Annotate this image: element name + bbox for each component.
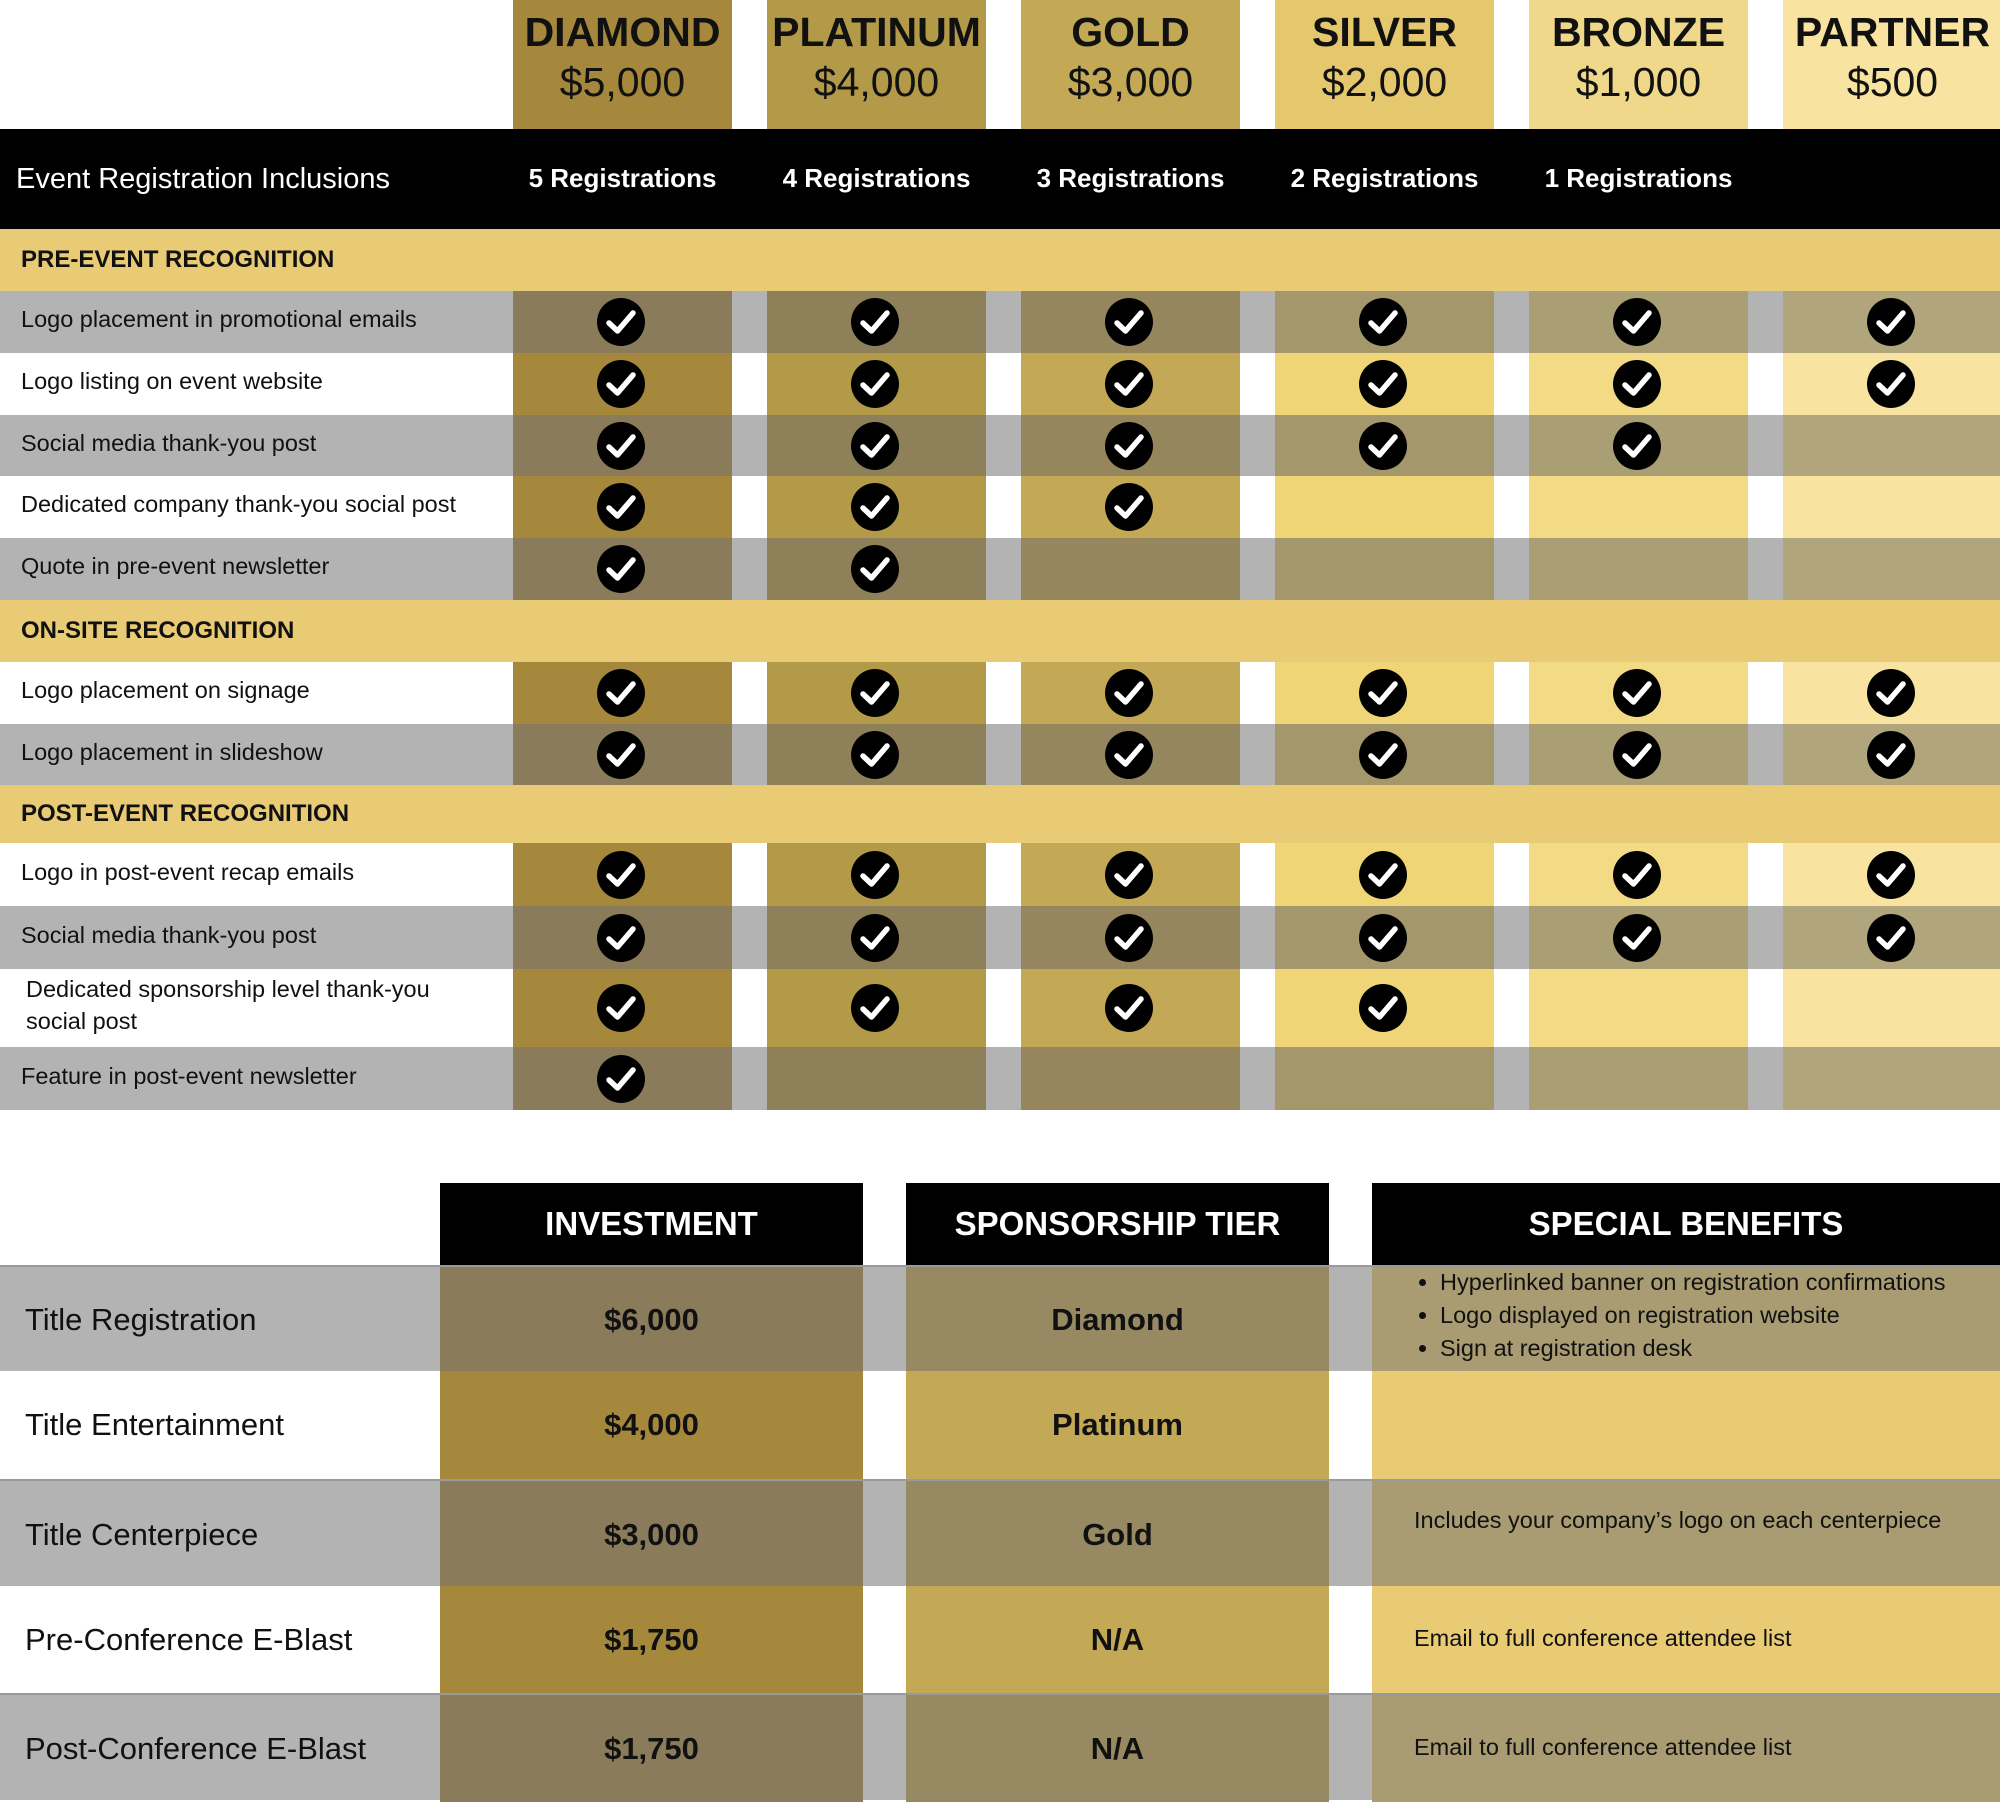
sponsorship-row: [0, 1265, 2000, 1371]
checkmark-icon: [596, 850, 646, 900]
checkmark-icon: [1104, 297, 1154, 347]
benefit-label: Logo placement in promotional emails: [21, 306, 417, 332]
sponsorship-row: [0, 1371, 2000, 1479]
tier-cell: [767, 1047, 986, 1110]
sponsorship-column-header: SPECIAL BENEFITS: [1372, 1183, 2000, 1265]
investment-cell: [440, 1586, 863, 1693]
benefit-row: [0, 1047, 2000, 1110]
checkmark-icon: [1358, 730, 1408, 780]
tier-price: $3,000: [1067, 59, 1194, 105]
checkmark-icon: [1866, 668, 1916, 718]
tier-cell: [1021, 476, 1240, 538]
tier-cell: [513, 415, 732, 476]
tier-cell: [1021, 969, 1240, 1047]
checkmark-icon: [1104, 983, 1154, 1033]
tier-cell: [906, 1371, 1329, 1479]
investment-cell: [440, 1695, 863, 1802]
checkmark-icon: [596, 544, 646, 594]
checkmark-icon: [1358, 421, 1408, 471]
registrations-count: 3 Registrations: [1036, 163, 1225, 193]
checkmark-icon: [1866, 850, 1916, 900]
tier-cell: [1275, 415, 1494, 476]
tier-cell: [1529, 538, 1748, 600]
tier-cell: [1529, 353, 1748, 415]
benefit-row: [0, 538, 2000, 600]
tier-cell: [1275, 724, 1494, 785]
benefit-label: Quote in pre-event newsletter: [21, 553, 330, 579]
tier-cell: [1529, 415, 1748, 476]
checkmark-icon: [596, 983, 646, 1033]
tier-cell: [906, 1481, 1329, 1588]
checkmark-icon: [850, 983, 900, 1033]
checkmark-icon: [1612, 913, 1662, 963]
checkmark-icon: [596, 913, 646, 963]
tier-cell: [513, 353, 732, 415]
benefits-list: [1390, 1266, 2000, 1365]
tier-cell: [767, 353, 986, 415]
tier-cell: [906, 1586, 1329, 1693]
registrations-count: 5 Registrations: [528, 163, 717, 193]
sponsorship-column-header: SPONSORSHIP TIER: [906, 1183, 1329, 1265]
registrations-count: 1 Registrations: [1544, 163, 1733, 193]
tier-cell: [767, 476, 986, 538]
tier-cell: [1783, 724, 2000, 785]
checkmark-icon: [1866, 913, 1916, 963]
checkmark-icon: [1358, 668, 1408, 718]
tier-price: $2,000: [1321, 59, 1448, 105]
checkmark-icon: [1104, 668, 1154, 718]
benefit-row: [0, 969, 2000, 1047]
checkmark-icon: [1612, 297, 1662, 347]
sponsorship-name: Title Registration: [25, 1302, 257, 1337]
tier-header-partner: [1783, 0, 2000, 129]
tier-header-platinum: [767, 0, 986, 129]
benefit-row: [0, 662, 2000, 724]
checkmark-icon: [1104, 359, 1154, 409]
tier-cell: [1275, 1047, 1494, 1110]
sponsorship-column-header: INVESTMENT: [440, 1183, 863, 1265]
benefits-cell: [1372, 1371, 2000, 1479]
tier-cell: [1021, 1047, 1240, 1110]
tier-header-diamond: [513, 0, 732, 129]
sponsorship-name: Pre-Conference E-Blast: [25, 1622, 353, 1657]
sponsorship-row: [0, 1479, 2000, 1586]
investment-value: $1,750: [604, 1622, 699, 1657]
benefit-label: Dedicated sponsorship level thank-you social post: [26, 976, 430, 1034]
tier-cell: [1275, 843, 1494, 906]
checkmark-icon: [1104, 913, 1154, 963]
benefit-label: Logo placement on signage: [21, 677, 310, 703]
investment-cell: [440, 1267, 863, 1373]
investment-value: $6,000: [604, 1302, 699, 1337]
tier-cell: [767, 969, 986, 1047]
sponsorship-name: Title Centerpiece: [25, 1517, 259, 1552]
registrations-count: 4 Registrations: [782, 163, 971, 193]
checkmark-icon: [1104, 730, 1154, 780]
tier-cell: [1021, 662, 1240, 724]
tier-cell: [1275, 662, 1494, 724]
checkmark-icon: [1612, 359, 1662, 409]
tier-cell: [1021, 415, 1240, 476]
benefit-row: [0, 291, 2000, 353]
benefit-label: Logo listing on event website: [21, 368, 323, 394]
tier-name: SILVER: [1311, 9, 1458, 55]
investment-value: $4,000: [604, 1407, 699, 1442]
tier-cell: [513, 291, 732, 353]
tier-cell: [1021, 843, 1240, 906]
benefit-label: Social media thank-you post: [21, 921, 317, 948]
investment-value: $1,750: [604, 1731, 699, 1766]
benefits-cell: [1372, 1481, 2000, 1588]
tier-cell: [1529, 1047, 1748, 1110]
section-title: ON-SITE RECOGNITION: [21, 617, 295, 644]
tier-cell: [513, 906, 732, 969]
benefit-text: Email to full conference attendee list: [1414, 1625, 1792, 1651]
tier-cell: [513, 1047, 732, 1110]
tier-cell: [1275, 969, 1494, 1047]
benefit-row: [0, 843, 2000, 906]
tier-cell: [1529, 662, 1748, 724]
tier-cell: [1783, 843, 2000, 906]
checkmark-icon: [850, 297, 900, 347]
checkmark-icon: [1104, 850, 1154, 900]
tier-name: DIAMOND: [524, 9, 721, 55]
tier-name: PLATINUM: [772, 9, 981, 55]
sponsorship-row: [0, 1586, 2000, 1693]
tier-cell: [906, 1267, 1329, 1373]
tier-cell: [1783, 906, 2000, 969]
checkmark-icon: [596, 730, 646, 780]
tier-value: N/A: [1090, 1731, 1145, 1766]
benefit-row: [0, 353, 2000, 415]
tier-cell: [513, 538, 732, 600]
tier-header-gold: [1021, 0, 1240, 129]
tier-price: $1,000: [1575, 59, 1702, 105]
tier-cell: [767, 291, 986, 353]
benefit-row: [0, 906, 2000, 969]
investment-value: $3,000: [604, 1517, 699, 1552]
checkmark-icon: [1612, 850, 1662, 900]
benefit-item: • Logo displayed on registration website: [1440, 1299, 2000, 1332]
sponsorship-row: [0, 1693, 2000, 1800]
tier-cell: [906, 1695, 1329, 1802]
benefits-cell: [1372, 1695, 2000, 1802]
tier-value: Diamond: [1051, 1302, 1184, 1337]
checkmark-icon: [1612, 421, 1662, 471]
checkmark-icon: [1104, 482, 1154, 532]
tier-cell: [1529, 724, 1748, 785]
tier-cell: [1021, 291, 1240, 353]
checkmark-icon: [1866, 359, 1916, 409]
benefit-label: Logo placement in slideshow: [21, 738, 323, 765]
benefit-text: Includes your company’s logo on each centerpiece: [1414, 1507, 1942, 1533]
tier-name: BRONZE: [1551, 9, 1726, 55]
tier-cell: [1275, 906, 1494, 969]
tier-header-bronze: [1529, 0, 1748, 129]
tier-cell: [767, 843, 986, 906]
registration-inclusions-bar: [0, 129, 2000, 229]
registrations-count: 2 Registrations: [1290, 163, 1479, 193]
investment-cell: [440, 1371, 863, 1479]
section-band: [0, 785, 2000, 843]
checkmark-icon: [1866, 297, 1916, 347]
tier-cell: [1783, 476, 2000, 538]
checkmark-icon: [850, 668, 900, 718]
tier-cell: [1021, 724, 1240, 785]
tier-cell: [1529, 969, 1748, 1047]
checkmark-icon: [1866, 730, 1916, 780]
checkmark-icon: [850, 544, 900, 594]
tier-price: $5,000: [559, 59, 686, 105]
investment-cell: [440, 1481, 863, 1588]
checkmark-icon: [850, 421, 900, 471]
tier-cell: [767, 724, 986, 785]
tier-header-silver: [1275, 0, 1494, 129]
checkmark-icon: [850, 359, 900, 409]
tier-cell: [767, 906, 986, 969]
tier-cell: [1783, 538, 2000, 600]
section-band: [0, 600, 2000, 662]
benefit-item: • Hyperlinked banner on registration confirmations: [1440, 1266, 2000, 1299]
checkmark-icon: [1358, 850, 1408, 900]
section-title: PRE-EVENT RECOGNITION: [21, 246, 335, 273]
tier-cell: [767, 538, 986, 600]
checkmark-icon: [1358, 983, 1408, 1033]
benefits-cell: [1372, 1267, 2000, 1373]
tier-cell: [1529, 291, 1748, 353]
benefit-text: Email to full conference attendee list: [1414, 1734, 1792, 1760]
checkmark-icon: [596, 297, 646, 347]
tier-value: Platinum: [1052, 1407, 1183, 1442]
checkmark-icon: [596, 1054, 646, 1104]
tier-cell: [1783, 415, 2000, 476]
sponsorship-name: Title Entertainment: [25, 1407, 285, 1442]
tier-name: PARTNER: [1794, 9, 1991, 55]
section-band: [0, 229, 2000, 291]
tier-cell: [513, 476, 732, 538]
tier-cell: [1021, 906, 1240, 969]
checkmark-icon: [1104, 421, 1154, 471]
benefit-row: [0, 476, 2000, 538]
tier-cell: [1275, 476, 1494, 538]
benefit-label: Logo in post-event recap emails: [21, 858, 355, 885]
checkmark-icon: [596, 421, 646, 471]
tier-cell: [513, 843, 732, 906]
tier-cell: [1275, 291, 1494, 353]
benefit-label: Dedicated company thank-you social post: [21, 491, 456, 517]
checkmark-icon: [596, 668, 646, 718]
checkmark-icon: [1612, 730, 1662, 780]
tier-value: Gold: [1082, 1517, 1153, 1552]
benefit-label: Feature in post-event newsletter: [21, 1062, 357, 1089]
benefit-item: • Sign at registration desk: [1440, 1332, 2000, 1365]
tier-cell: [1021, 353, 1240, 415]
sponsorship-name: Post-Conference E-Blast: [25, 1731, 367, 1766]
benefits-cell: [1372, 1586, 2000, 1693]
checkmark-icon: [596, 482, 646, 532]
checkmark-icon: [850, 482, 900, 532]
tier-cell: [767, 662, 986, 724]
tier-cell: [1783, 969, 2000, 1047]
tier-cell: [1783, 353, 2000, 415]
tier-cell: [1021, 538, 1240, 600]
tier-value: N/A: [1090, 1622, 1145, 1657]
checkmark-icon: [1612, 668, 1662, 718]
checkmark-icon: [596, 359, 646, 409]
tier-cell: [1275, 353, 1494, 415]
tier-name: GOLD: [1071, 9, 1190, 55]
benefit-row: [0, 415, 2000, 476]
tier-price: $4,000: [813, 59, 940, 105]
tier-cell: [1529, 906, 1748, 969]
checkmark-icon: [850, 850, 900, 900]
inclusions-title: Event Registration Inclusions: [16, 163, 390, 195]
tier-cell: [1783, 1047, 2000, 1110]
checkmark-icon: [1358, 297, 1408, 347]
benefit-label: Social media thank-you post: [21, 429, 317, 456]
benefit-row: [0, 724, 2000, 785]
checkmark-icon: [1358, 913, 1408, 963]
tier-cell: [1783, 662, 2000, 724]
checkmark-icon: [1358, 359, 1408, 409]
tier-cell: [513, 969, 732, 1047]
checkmark-icon: [850, 730, 900, 780]
tier-cell: [1529, 843, 1748, 906]
tier-cell: [1783, 291, 2000, 353]
tier-price: $500: [1846, 59, 1939, 105]
tier-cell: [767, 415, 986, 476]
tier-cell: [1529, 476, 1748, 538]
checkmark-icon: [850, 913, 900, 963]
tier-cell: [513, 662, 732, 724]
tier-cell: [1275, 538, 1494, 600]
tier-cell: [513, 724, 732, 785]
section-title: POST-EVENT RECOGNITION: [21, 800, 350, 827]
